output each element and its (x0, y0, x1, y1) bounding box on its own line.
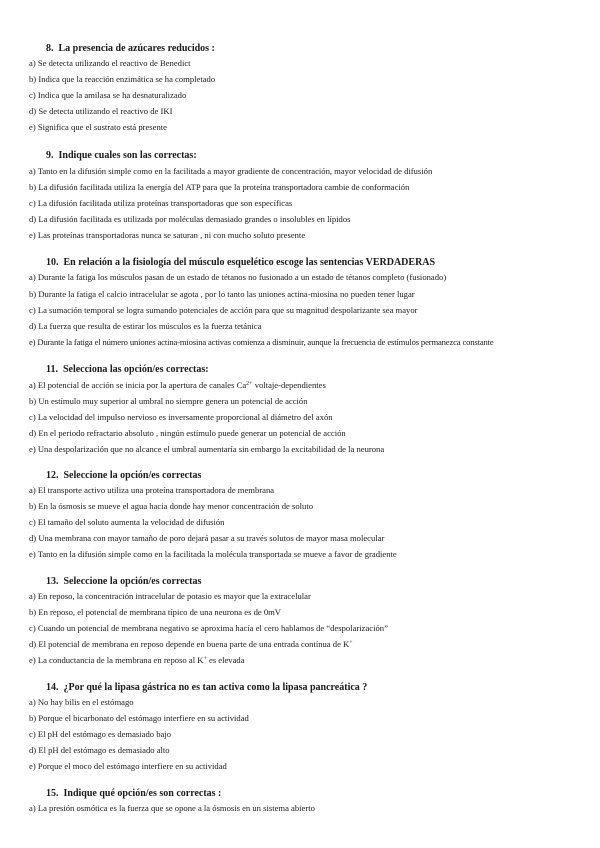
question-title: 13. Seleccione la opción/es correctas (46, 576, 202, 587)
option-c: c) La sumación temporal se logra sumando potenciales de acción para que su magnitud despolarizante sea mayor (29, 305, 418, 315)
option-e: e) Tanto en la difusión simple como en la facilitada la molécula transportada se mueve a favor de gradiente (29, 549, 397, 559)
option-b: b) En la ósmosis se mueve el agua hacia donde hay menor concentración de soluto (29, 501, 314, 511)
option-d: d) La fuerza que resulta de estirar los músculos es la fuerza tetánica (29, 321, 262, 331)
question-title: 15. Indique qué opción/es son correctas : (46, 788, 222, 799)
option-c: c) El tamaño del soluto aumenta la velocidad de difusión (29, 517, 225, 527)
option-a: a) Tanto en la difusión simple como en la facilitada a mayor gradiente de concentración, mayor velocidad de difusión (29, 166, 433, 176)
option-a: a) El potencial de acción se inicia por la apertura de canales $Ca^{2+}$ voltaje-dependientes (29, 380, 326, 390)
question-title: 10. En relación a la fisiología del músculo esquelético escoge las sentencias VERDADERAS (46, 257, 436, 268)
option-d: d) La difusión facilitada es utilizada por moléculas demasiado grandes o insolubles en lípidos (29, 214, 351, 224)
option-d: d) En el periodo refractario absoluto , ningún estímulo puede generar un potencial de acción (29, 428, 346, 438)
option-b: b) La difusión facilitada utiliza la energía del ATP para que la proteína transportadora cambie de conformación (29, 182, 410, 192)
option-c: c) La velocidad del impulso nervioso es inversamente proporcional al diámetro del axón (29, 412, 333, 422)
option-e: e) Porque el moco del estómago interfiere en su actividad (29, 761, 227, 771)
option-a: a) Se detecta utilizando el reactivo de Benedict (29, 58, 191, 68)
question-title: 12. Seleccione la opción/es correctas (46, 470, 202, 481)
option-b: b) Porque el bicarbonato del estómago interfiere en su actividad (29, 713, 249, 723)
option-a: a) En reposo, la concentración intracelular de potasio es mayor que la extracelular (29, 591, 311, 601)
option-c: c) Cuando un potencial de membrana negativo se aproxima hacía el cero hablamos de “despolarización” (29, 623, 388, 633)
option-b: b) En reposo, el potencial de membrana típico de una neurona es de 0mV (29, 607, 282, 617)
option-e: e) Significa que el sustrato está presente (29, 122, 167, 132)
option-d: d) Una membrana con mayor tamaño de poro dejará pasar a su través solutos de mayor masa molecular (29, 533, 385, 543)
option-c: c) La difusión facilitada utiliza proteínas transportadoras que son específicas (29, 198, 293, 208)
option-a: a) Durante la fatiga los músculos pasan de un estado de tétanos no fusionado a un estado de tétanos completo (fusionado) (29, 272, 447, 282)
option-b: b) Durante la fatiga el calcio intracelular se agota , por lo tanto las uniones actina-miosina no pueden tener lugar (29, 289, 415, 299)
option-b: b) Un estímulo muy superior al umbral no siempre genera un potencial de acción (29, 396, 308, 406)
option-b: b) Indica que la reacción enzimática se ha completado (29, 74, 216, 84)
option-d: d) El pH del estómago es demasiado alto (29, 745, 170, 755)
option-e: e) Una despolarización que no alcance el umbral aumentaría sin embargo la excitabilidad de la neurona (29, 444, 385, 454)
option-e: e) Las proteínas transportadoras nunca se saturan , ni con mucho soluto presente (29, 230, 306, 240)
question-title: 14. ¿Por qué la lipasa gástrica no es tan activa como la lipasa pancreática ? (46, 682, 368, 693)
option-c: c) Indica que la amilasa se ha desnaturalizado (29, 90, 187, 100)
option-d: d) Se detecta utilizando el reactivo de IKI (29, 106, 173, 116)
option-a: a) La presión osmótica es la fuerza que se opone a la ósmosis en un sistema abierto (29, 803, 315, 813)
question-title: 8. La presencia de azúcares reducidos : (46, 43, 215, 54)
option-a: a) No hay bilis en el estómago (29, 697, 134, 707)
option-d: d) El potencial de membrana en reposo depende en buena parte de una entrada contínua de K+ (29, 639, 353, 649)
option-c: c) El pH del estómago es demasiado bajo (29, 729, 172, 739)
question-title: 11. Selecciona las opción/es correctas: (46, 364, 209, 375)
option-e: e) La conductancia de la membrana en reposo al K+ es elevada (29, 655, 245, 665)
question-title: 9. Indique cuales son las correctas: (46, 150, 197, 161)
option-a: a) El transporte activo utiliza una proteína transportadora de membrana (29, 485, 275, 495)
option-e: e) Durante la fatiga el número uniones actina-miosina activas comienza a disminuir, aunque la frecuencia de estímulos permanezca constante (29, 337, 494, 347)
